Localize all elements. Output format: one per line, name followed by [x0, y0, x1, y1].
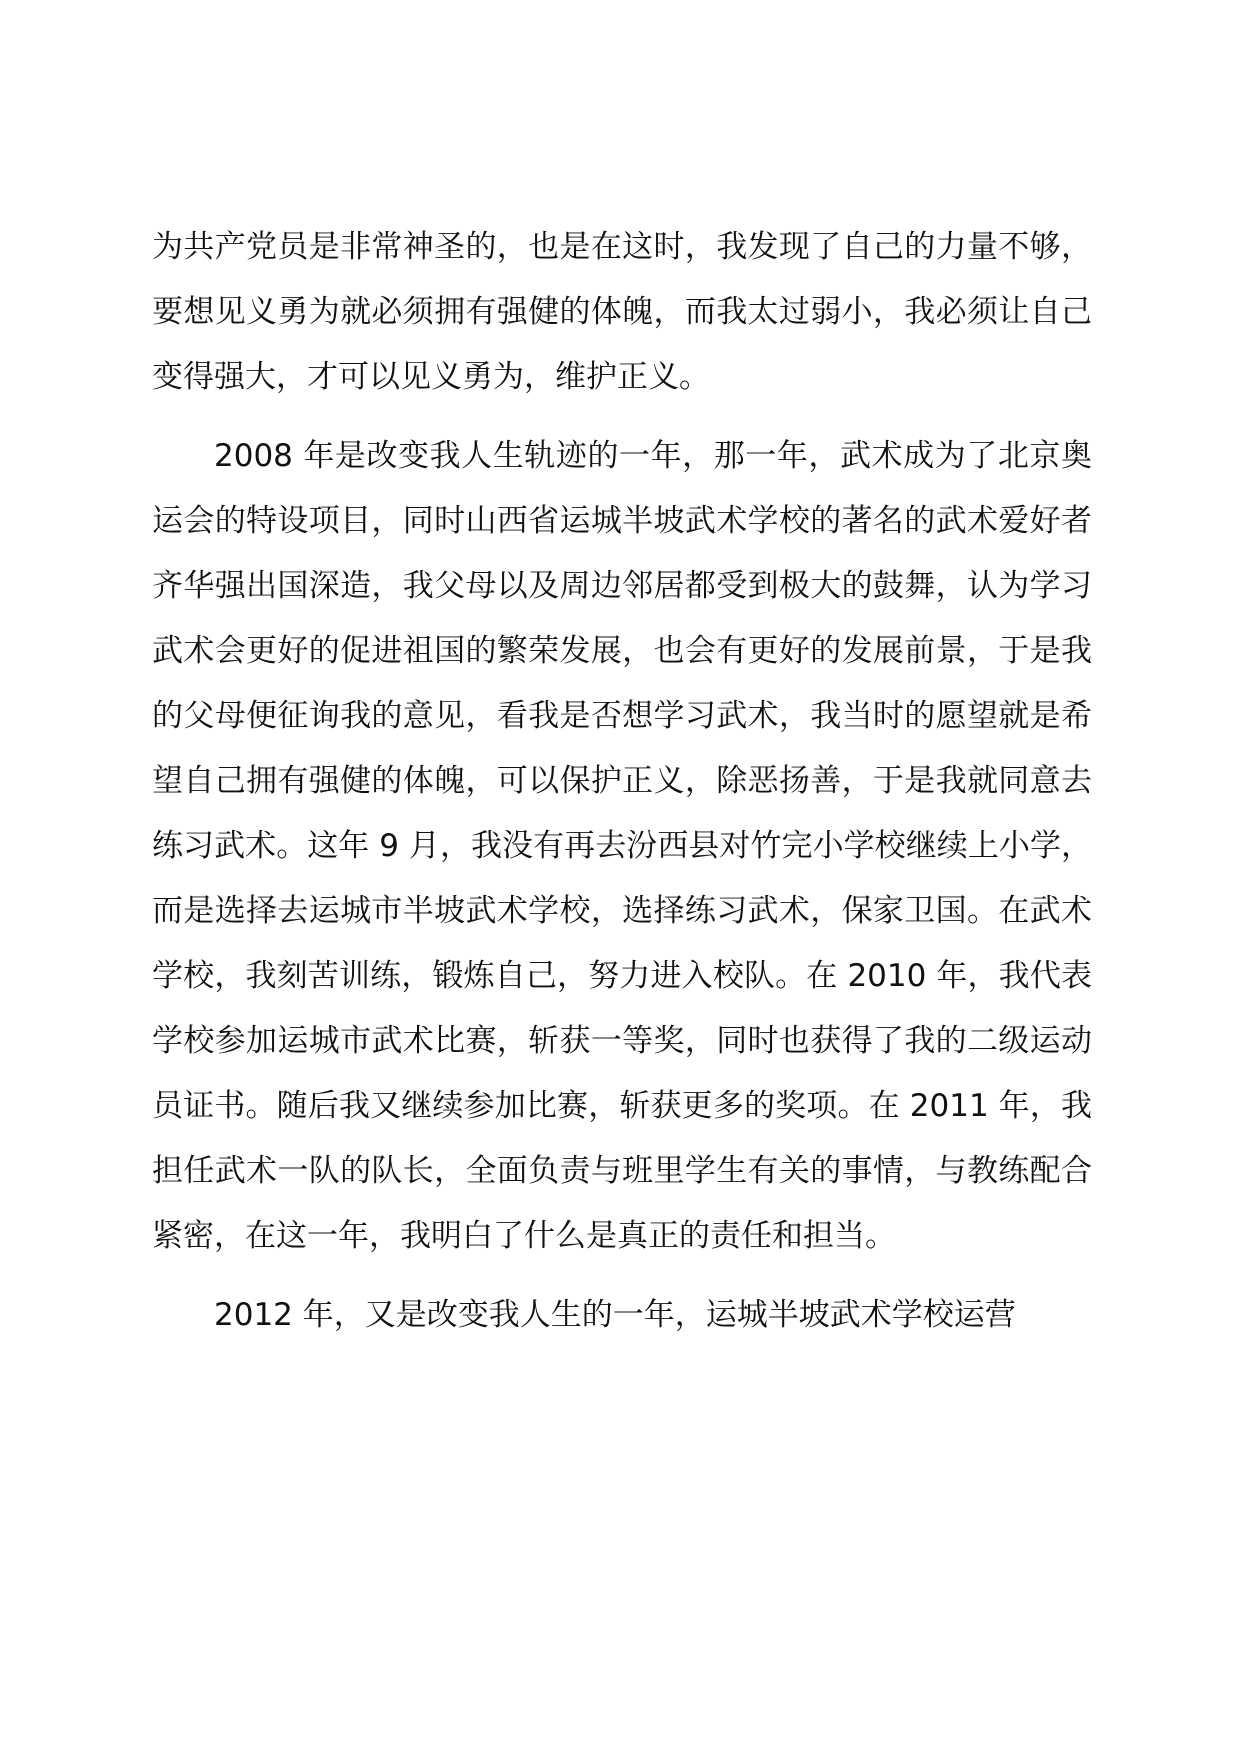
paragraph-1: 为共产党员是非常神圣的，也是在这时，我发现了自己的力量不够，要想见义勇为就必须拥有强健的体魄，而我太过弱小，我必须让自己变得强大，才可以见义勇为，维护正义。 [152, 229, 1092, 395]
paragraph-2: 2008 年是改变我人生轨迹的一年，那一年，武术成为了北京奥运会的特设项目，同时山西省运城半坡武术学校的著名的武术爱好者齐华强出国深造，我父母以及周边邻居都受到极大的鼓舞，认为学习武术会更好的促进祖国的繁荣发展，也会有更好的发展前景，于是我的父母便征询我的意见，看我是否想学习武术，我当时的愿望就是希望自己拥有强健的体魄，可以保护正义，除恶扬善，于是我就同意去练习武术。这年 9 月，我没有再去汾西县对竹完小学校继续上小学，而是选择去运城市半坡武术学校，选择练习武术，保家卫国。在武术学校，我刻苦训练，锻炼自己，努力进入校队。在 2010 年，我代表学校参加运城市武术比赛，斩获一等奖，同时也获得了我的二级运动员证书。随后我又继续参加比赛，斩获更多的奖项。在 2011 年，我担任武术一队的队长，全面负责与班里学生有关的事情，与教练配合紧密，在这一年，我明白了什么是真正的责任和担当。 [152, 438, 1092, 1254]
paragraph-3: 2012 年，又是改变我人生的一年，运城半坡武术学校运营 [214, 1297, 1016, 1333]
body-text [152, 215, 1092, 1348]
